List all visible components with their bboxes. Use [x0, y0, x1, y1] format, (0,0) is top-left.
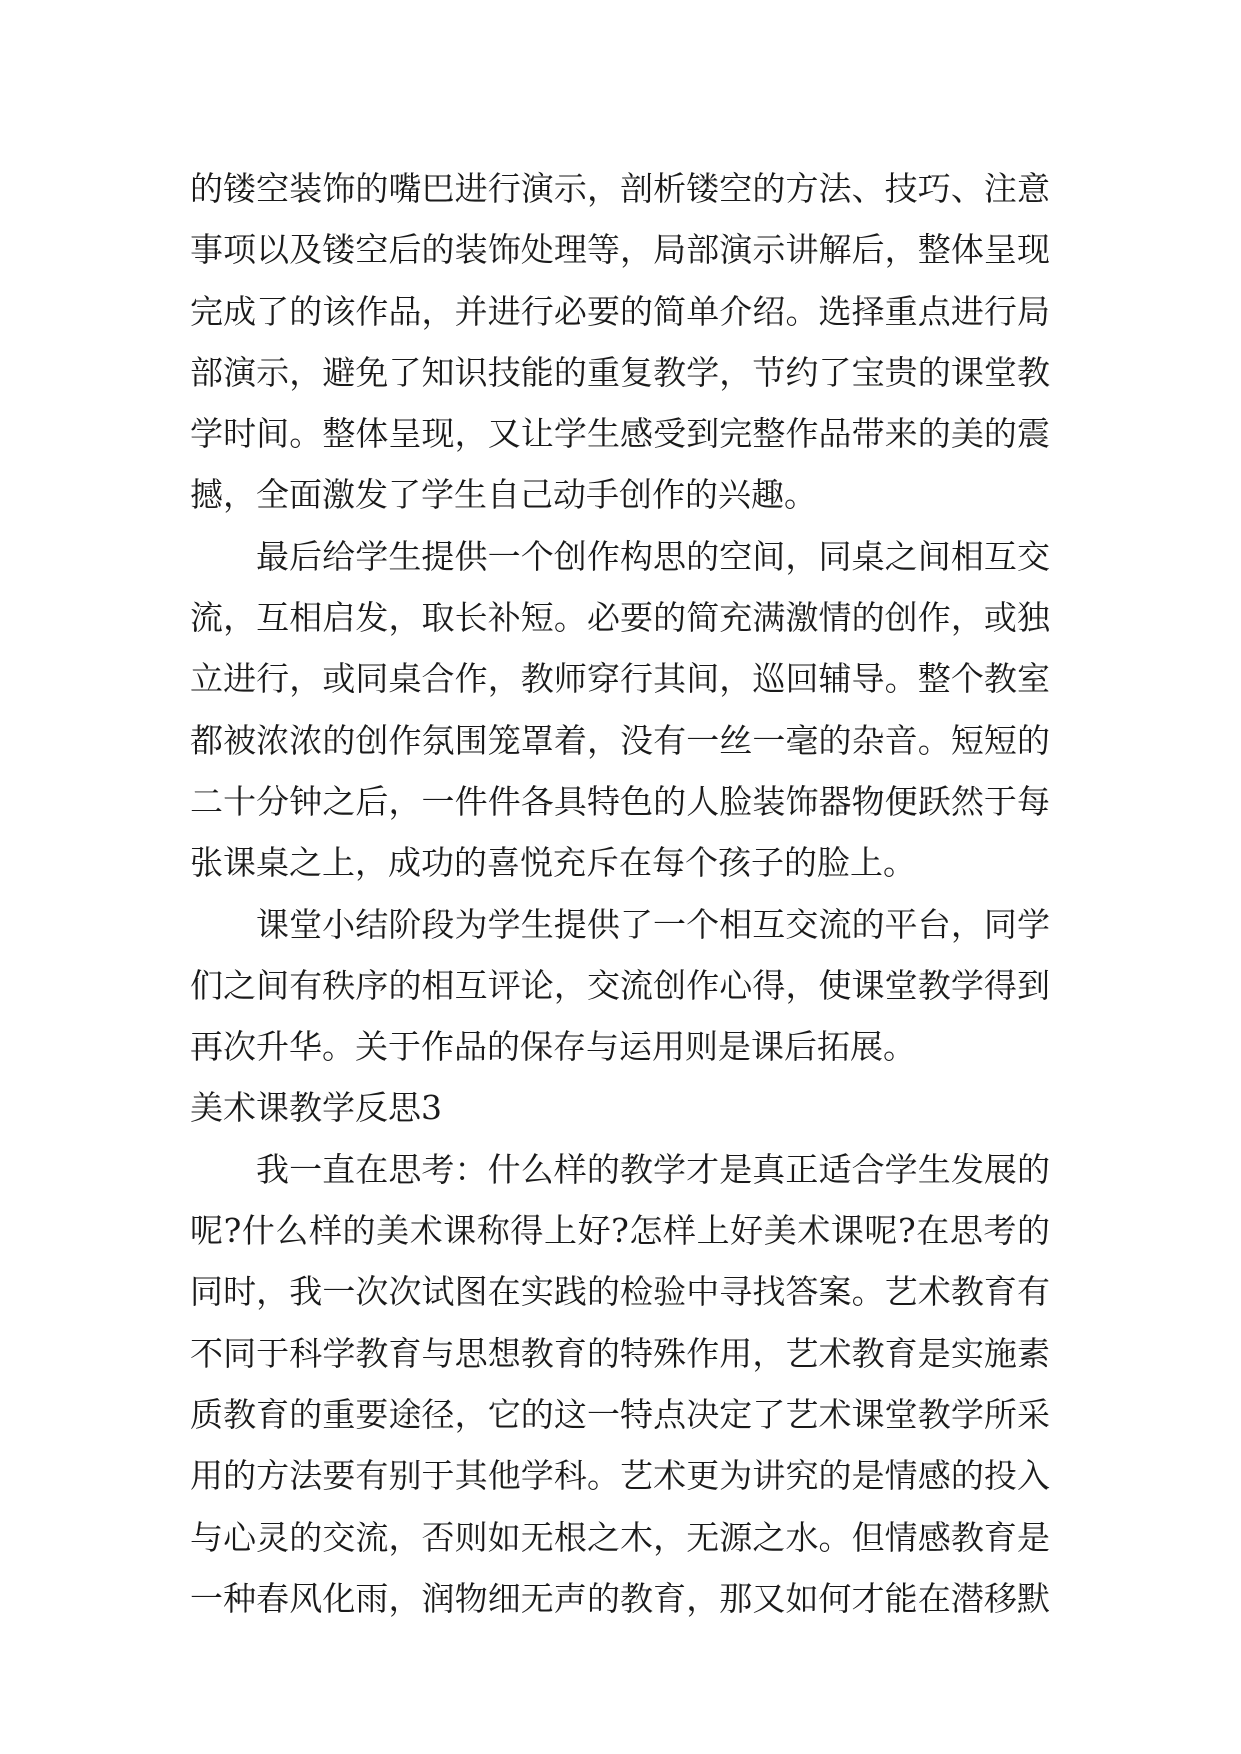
text-line: 张课桌之上，成功的喜悦充斥在每个孩子的脸上。: [190, 843, 916, 883]
text-line: 的镂空装饰的嘴巴进行演示，剖析镂空的方法、技巧、注意: [190, 169, 1050, 208]
text-line: 部演示，避免了知识技能的重复教学，节约了宝贵的课堂教: [190, 352, 1050, 392]
text-line: 流，互相启发，取长补短。必要的简充满激情的创作，或独: [190, 598, 1050, 638]
text-line: 事项以及镂空后的装饰处理等，局部演示讲解后，整体呈现: [190, 230, 1050, 270]
text-line: 同时，我一次次试图在实践的检验中寻找答案。艺术教育有: [190, 1272, 1050, 1312]
text-line: 学时间。整体呈现，又让学生感受到完整作品带来的美的震: [190, 414, 1050, 454]
text-line: 我一直在思考：什么样的教学才是真正适合学生发展的: [256, 1149, 1050, 1189]
paragraph-3: [190, 894, 1050, 1078]
text-line: 撼，全面激发了学生自己动手创作的兴趣。: [190, 475, 817, 515]
text-line: 与心灵的交流，否则如无根之木，无源之水。但情感教育是: [190, 1517, 1050, 1557]
section-heading: 美术课教学反思3: [190, 1088, 442, 1128]
text-line: 们之间有秩序的相互评论，交流创作心得，使课堂教学得到: [190, 965, 1050, 1005]
text-line: 一种春风化雨，润物细无声的教育，那又如何才能在潜移默: [190, 1578, 1050, 1618]
text-line: 最后给学生提供一个创作构思的空间，同桌之间相互交: [256, 536, 1050, 576]
text-line: 完成了的该作品，并进行必要的简单介绍。选择重点进行局: [190, 291, 1050, 331]
paragraph-2: [190, 526, 1050, 894]
text-line: 再次升华。关于作品的保存与运用则是课后拓展。: [190, 1027, 916, 1067]
text-line: 不同于科学教育与思想教育的特殊作用，艺术教育是实施素: [190, 1333, 1050, 1373]
text-line: 课堂小结阶段为学生提供了一个相互交流的平台，同学: [256, 904, 1050, 944]
text-line: 立进行，或同桌合作，教师穿行其间，巡回辅导。整个教室: [190, 659, 1050, 699]
text-line: 用的方法要有别于其他学科。艺术更为讲究的是情感的投入: [190, 1456, 1050, 1496]
text-line: 呢?什么样的美术课称得上好?怎样上好美术课呢?在思考的: [190, 1211, 1050, 1251]
text-line: 都被浓浓的创作氛围笼罩着，没有一丝一毫的杂音。短短的: [190, 720, 1050, 760]
paragraph-4: [190, 1139, 1050, 1629]
document-body: [190, 158, 1050, 1629]
paragraph-1: [190, 158, 1050, 526]
text-line: 质教育的重要途径，它的这一特点决定了艺术课堂教学所采: [190, 1394, 1050, 1434]
text-line: 二十分钟之后，一件件各具特色的人脸装饰器物便跃然于每: [190, 781, 1050, 821]
